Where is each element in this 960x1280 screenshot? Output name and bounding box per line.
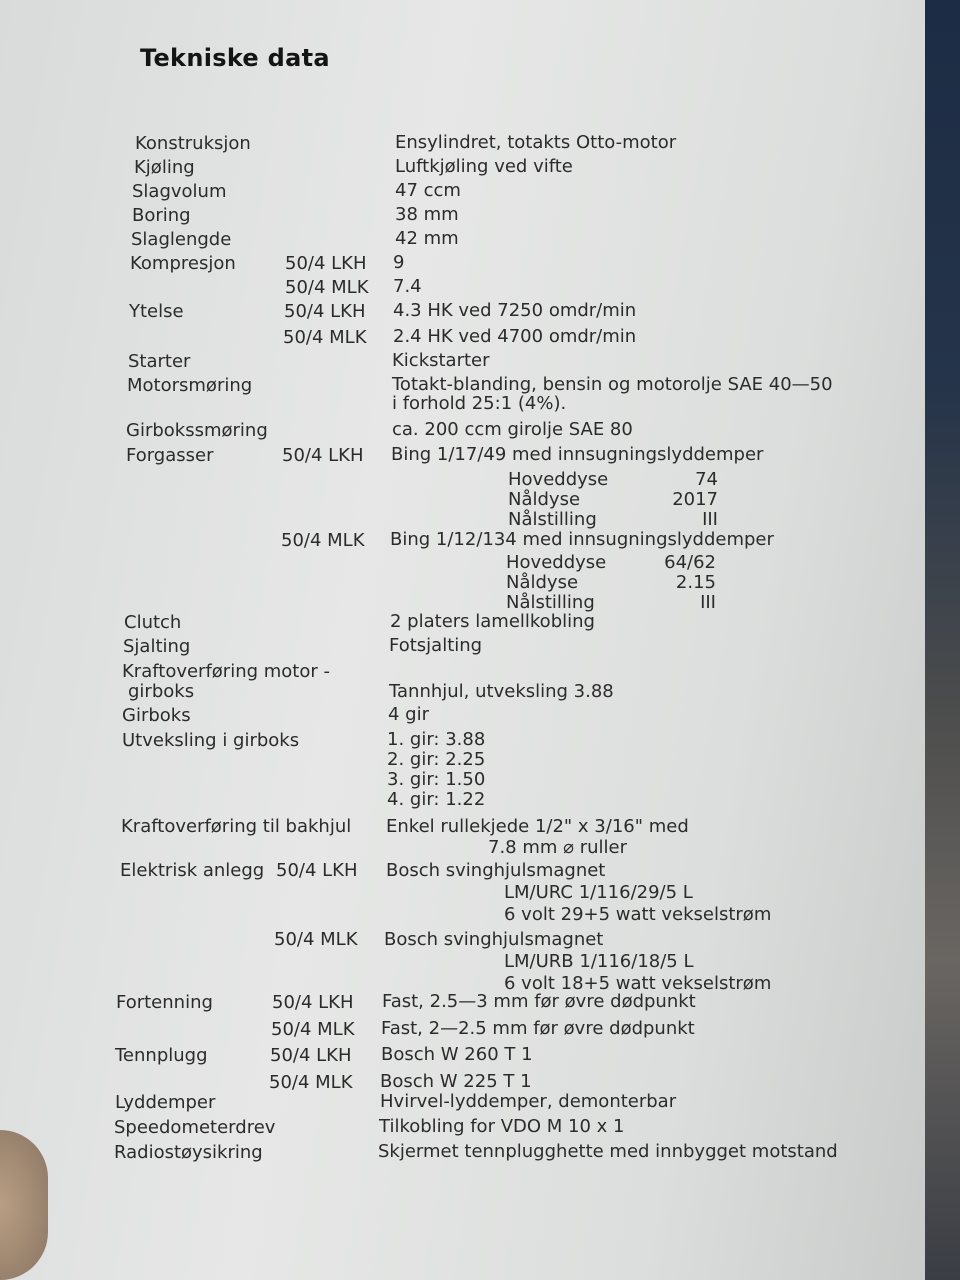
spec-value-line: 7.8 mm ⌀ ruller bbox=[488, 837, 627, 858]
spec-value-line: Fast, 2—2.5 mm før øvre dødpunkt bbox=[381, 1018, 695, 1039]
spec-model: 50/4 MLK bbox=[285, 277, 369, 298]
spec-value-line: Enkel rullekjede 1/2" x 3/16" med bbox=[386, 816, 689, 837]
spec-value-line: Bosch W 260 T 1 bbox=[381, 1044, 533, 1065]
spec-model: 50/4 MLK bbox=[271, 1019, 355, 1040]
spec-label: Speedometerdrev bbox=[114, 1117, 276, 1138]
spec-value-line: 47 ccm bbox=[395, 180, 461, 201]
spec-value bbox=[380, 1072, 532, 1092]
spec-model: 50/4 LKH bbox=[272, 992, 354, 1013]
spec-model: 50/4 MLK bbox=[281, 530, 365, 551]
spec-label: Fortenning bbox=[116, 992, 213, 1013]
carburetor-param-name: Nålstilling bbox=[508, 509, 597, 530]
spec-value-line: 1. gir: 3.88 bbox=[387, 729, 486, 750]
spec-value bbox=[390, 530, 774, 550]
spec-value-line: Fast, 2.5—3 mm før øvre dødpunkt bbox=[382, 991, 696, 1012]
spec-value bbox=[386, 860, 771, 926]
spec-value bbox=[393, 253, 404, 273]
spec-value bbox=[379, 1117, 624, 1137]
spec-label: Slaglengde bbox=[131, 229, 232, 250]
spec-value bbox=[391, 445, 763, 465]
spec-value-line: 9 bbox=[393, 252, 405, 273]
spec-model: 50/4 LKH bbox=[284, 301, 366, 322]
spec-value bbox=[384, 929, 771, 995]
spec-value-line: ca. 200 ccm girolje SAE 80 bbox=[392, 419, 633, 440]
spec-label: Motorsmøring bbox=[127, 375, 253, 396]
spec-model: 50/4 LKH bbox=[276, 860, 358, 881]
spec-label: Starter bbox=[128, 351, 191, 372]
carburetor-param-value: 2.15 bbox=[675, 572, 716, 593]
spec-value bbox=[392, 375, 833, 413]
spec-model: 50/4 MLK bbox=[274, 929, 358, 950]
spec-model: 50/4 MLK bbox=[283, 327, 367, 348]
spec-label: Tennplugg bbox=[115, 1045, 208, 1066]
spec-value-line: Bosch W 225 T 1 bbox=[380, 1071, 532, 1092]
spec-value bbox=[390, 612, 595, 632]
spec-value-line: 6 volt 29+5 watt vekselstrøm bbox=[504, 904, 772, 925]
spec-label: Elektrisk anlegg bbox=[120, 860, 265, 881]
spec-value bbox=[387, 730, 485, 810]
spec-label: Utveksling i girboks bbox=[122, 730, 300, 751]
spec-label: Kjøling bbox=[134, 157, 195, 178]
spec-label: Kompresjon bbox=[130, 253, 236, 274]
spec-label: Slagvolum bbox=[132, 181, 227, 202]
carburetor-param-name: Nåldyse bbox=[506, 572, 579, 593]
spec-value-line: 4. gir: 1.22 bbox=[387, 789, 486, 810]
spec-value bbox=[395, 157, 573, 177]
spec-value-line: Bing 1/17/49 med innsugningslyddemper bbox=[391, 444, 764, 465]
spec-label: Kraftoverføring til bakhjul bbox=[121, 816, 352, 837]
spec-value bbox=[393, 301, 636, 321]
spec-value-line: 6 volt 18+5 watt vekselstrøm bbox=[504, 973, 772, 994]
spec-value-line: Fotsjalting bbox=[389, 635, 483, 656]
carburetor-param-name: Nåldyse bbox=[508, 489, 581, 510]
spec-label: Ytelse bbox=[129, 301, 184, 322]
spec-value-line: Totakt-blanding, bensin og motorolje SAE 40—50 bbox=[392, 374, 833, 395]
spec-value bbox=[381, 1045, 533, 1065]
spec-value-line: Tannhjul, utveksling 3.88 bbox=[389, 681, 614, 702]
spec-model: 50/4 MLK bbox=[269, 1072, 353, 1093]
carburetor-param-name: Hoveddyse bbox=[506, 552, 607, 573]
spec-value-line: 38 mm bbox=[395, 204, 459, 225]
spec-model: 50/4 LKH bbox=[270, 1045, 352, 1066]
spec-label: Radiostøysikring bbox=[114, 1142, 263, 1163]
spec-value bbox=[392, 420, 633, 440]
spec-value-line: Bosch svinghjulsmagnet bbox=[386, 860, 606, 881]
spec-value bbox=[395, 133, 676, 153]
spec-model: 50/4 LKH bbox=[285, 253, 367, 274]
spec-value-line: Bing 1/12/134 med innsugningslyddemper bbox=[390, 529, 774, 550]
carburetor-param-value: 64/62 bbox=[664, 552, 716, 573]
spec-label-continued: girboks bbox=[128, 681, 195, 702]
spec-value bbox=[393, 327, 636, 347]
spec-value bbox=[395, 181, 461, 201]
spec-value-line: Kickstarter bbox=[392, 350, 490, 371]
spec-value bbox=[382, 992, 696, 1012]
spec-value-line: 42 mm bbox=[395, 228, 459, 249]
background-edge bbox=[925, 0, 960, 1280]
spec-label: Girboks bbox=[122, 705, 191, 726]
spec-value bbox=[389, 682, 614, 702]
spec-value bbox=[393, 277, 422, 297]
spec-value-line: 2. gir: 2.25 bbox=[387, 749, 486, 770]
spec-value-line: i forhold 25:1 (4%). bbox=[392, 393, 567, 414]
spec-value-line: Ensylindret, totakts Otto-motor bbox=[395, 132, 677, 153]
spec-value-line: 2.4 HK ved 4700 omdr/min bbox=[393, 326, 637, 347]
carburetor-param-name: Hoveddyse bbox=[508, 469, 609, 490]
spec-label: Forgasser bbox=[126, 445, 214, 466]
spec-value-line: Hvirvel-lyddemper, demonterbar bbox=[380, 1091, 677, 1112]
spec-value-line: LM/URB 1/116/18/5 L bbox=[504, 951, 694, 972]
spec-value bbox=[392, 351, 490, 371]
spec-label: Boring bbox=[132, 205, 191, 226]
spec-value bbox=[395, 229, 459, 249]
spec-value-line: Bosch svinghjulsmagnet bbox=[384, 929, 604, 950]
spec-value-line: 2 platers lamellkobling bbox=[390, 611, 595, 632]
spec-value-line: 4.3 HK ved 7250 omdr/min bbox=[393, 300, 637, 321]
spec-value-line: 3. gir: 1.50 bbox=[387, 769, 486, 790]
spec-label: Girbokssmøring bbox=[126, 420, 268, 441]
spec-value bbox=[388, 705, 429, 725]
spec-value-line: Luftkjøling ved vifte bbox=[395, 156, 573, 177]
spec-value bbox=[381, 1019, 695, 1039]
spec-label: Lyddemper bbox=[115, 1092, 216, 1113]
spec-label: Clutch bbox=[124, 612, 182, 633]
spec-value bbox=[389, 636, 482, 656]
spec-value-line: 7.4 bbox=[393, 276, 422, 297]
carburetor-param-value: 74 bbox=[695, 469, 718, 490]
spec-value bbox=[386, 816, 689, 858]
carburetor-param-value: III bbox=[702, 509, 718, 530]
spec-value bbox=[395, 205, 459, 225]
spec-label: Sjalting bbox=[123, 636, 191, 657]
spec-value-line: LM/URC 1/116/29/5 L bbox=[504, 882, 693, 903]
page-title: Tekniske data bbox=[140, 44, 330, 72]
spec-value bbox=[378, 1142, 838, 1162]
spec-value-line: 4 gir bbox=[388, 704, 430, 725]
carburetor-param-value: 2017 bbox=[672, 489, 718, 510]
spec-value bbox=[380, 1092, 676, 1112]
spec-value-line: Skjermet tennplugghette med innbygget motstand bbox=[378, 1141, 838, 1162]
spec-label: Konstruksjon bbox=[135, 133, 251, 154]
spec-model: 50/4 LKH bbox=[282, 445, 364, 466]
carburetor-param-value: III bbox=[700, 592, 716, 613]
carburetor-param-name: Nålstilling bbox=[506, 592, 595, 613]
spec-label: Kraftoverføring motor - bbox=[122, 661, 330, 682]
spec-value-line: Tilkobling for VDO M 10 x 1 bbox=[379, 1116, 625, 1137]
